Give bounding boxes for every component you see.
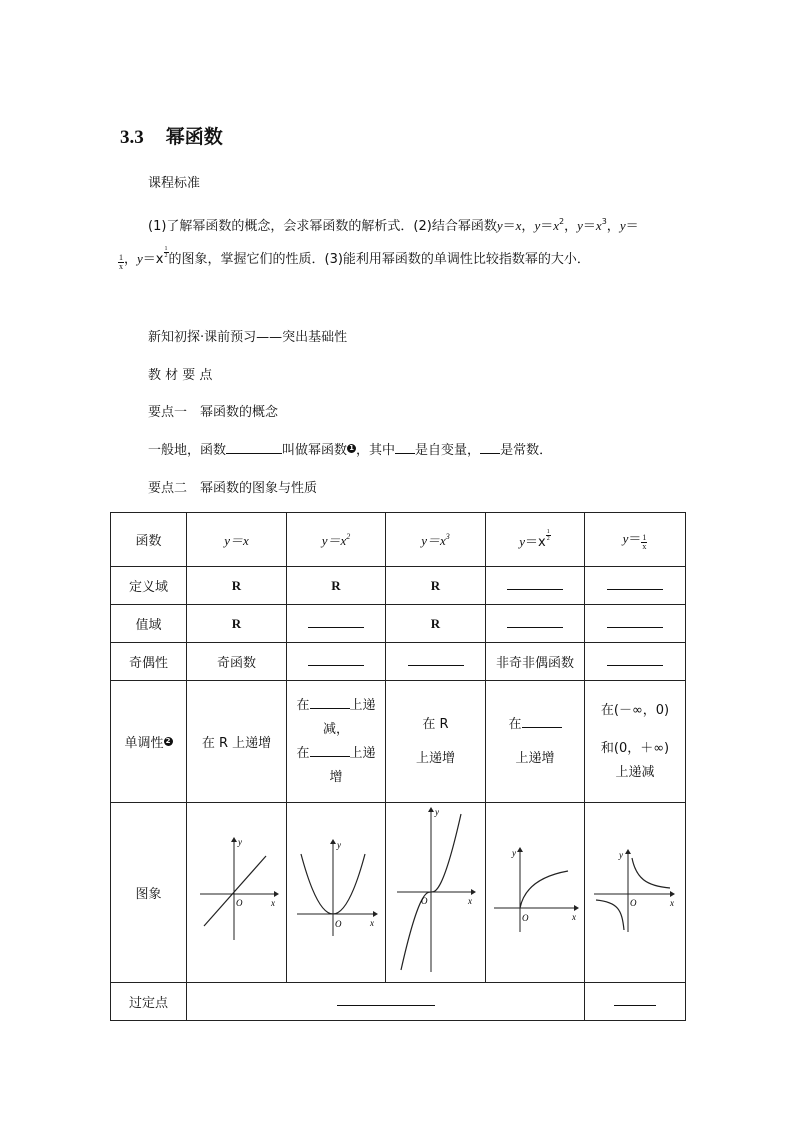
blank-line — [408, 653, 464, 666]
row-parity: 奇偶性 奇函数 非奇非偶函数 — [111, 643, 686, 681]
page-title: 3.3 幂函数 — [120, 127, 223, 148]
table-header-row — [111, 513, 686, 567]
svg-text:O: O — [522, 912, 529, 923]
blank-constant — [480, 441, 500, 454]
graph-inverse — [590, 846, 680, 936]
col-header-y-x: y＝x — [187, 513, 287, 567]
point2-title: 要点二 幂函数的图象与性质 — [148, 481, 318, 496]
row-range: 值域 R R — [111, 605, 686, 643]
svg-text:x: x — [467, 895, 472, 906]
svg-text:y: y — [619, 849, 623, 860]
svg-text:x: x — [572, 911, 576, 922]
graph-cube — [391, 806, 481, 976]
row-domain: 定义域 R R R — [111, 567, 686, 605]
header-label: 函数 — [111, 513, 187, 567]
curriculum-line-2: $\frac{1}{x}$ ，y＝x $^{\frac{1}{2}}$ 的图象，掌握它们的性质．(3)能利用幂函数的单调性比较指数幂的大小． — [119, 246, 590, 271]
blank-line — [507, 577, 563, 590]
blank-function — [226, 441, 282, 454]
col-header-y-x3: $y=x^3$ — [386, 513, 486, 567]
footnote-1-icon: 1 — [347, 444, 356, 453]
point1-text: 一般地，函数 叫做幂函数 1 ，其中 是自变量， 是常数． — [148, 443, 553, 458]
blank-line — [607, 577, 663, 590]
svg-text:O: O — [630, 897, 637, 908]
blank-line — [308, 615, 364, 628]
col-header-y-sqrt: y＝x $^{\frac{1}{2}}$ — [486, 513, 585, 567]
svg-text:y: y — [337, 839, 341, 850]
graph-linear — [192, 836, 282, 946]
svg-text:O: O — [335, 918, 342, 929]
row-fixed-point: 过定点 — [111, 983, 686, 1021]
blank-variable — [395, 441, 415, 454]
blank-line — [607, 653, 663, 666]
col-header-y-x2: $y=x^2$ — [287, 513, 386, 567]
svg-text:x: x — [270, 897, 275, 908]
graph-sqrt — [490, 846, 580, 936]
power-function-table — [110, 512, 686, 1021]
point1-title: 要点一 幂函数的概念 — [148, 405, 279, 420]
blank-line — [607, 615, 663, 628]
section-header: 新知初探·课前预习——突出基础性 — [148, 330, 348, 345]
svg-text:y: y — [434, 806, 439, 817]
footnote-2-icon: 2 — [164, 737, 173, 746]
section-subheader: 教 材 要 点 — [148, 368, 213, 383]
col-header-y-inverse: y＝ $\frac{1}{x}$ — [585, 513, 686, 567]
blank-line — [308, 653, 364, 666]
blank-line — [337, 993, 435, 1006]
svg-text:x: x — [670, 897, 674, 908]
blank-line — [614, 993, 656, 1006]
row-graph: 图象 y x O y x O y x O y x O y x O — [111, 803, 686, 983]
svg-text:O: O — [420, 895, 427, 906]
svg-text:O: O — [235, 897, 242, 908]
svg-text:y: y — [237, 836, 242, 847]
curriculum-line-1: (1)了解幂函数的概念，会求幂函数的解析式．(2)结合幂函数y＝x，$y=x^2$，$y=x^3$，y＝ — [148, 217, 639, 234]
row-monotonic: 单调性 2 在 R 上递增 在 上递 减， 在 上递 增 在 R 上递增 在 上递增 在(－∞，0) 和(0，＋∞) 上递减 — [111, 681, 686, 803]
svg-text:y: y — [512, 847, 516, 858]
svg-text:x: x — [370, 917, 374, 928]
blank-line — [507, 615, 563, 628]
graph-square — [291, 836, 381, 946]
curriculum-heading: 课程标准 — [148, 176, 201, 191]
